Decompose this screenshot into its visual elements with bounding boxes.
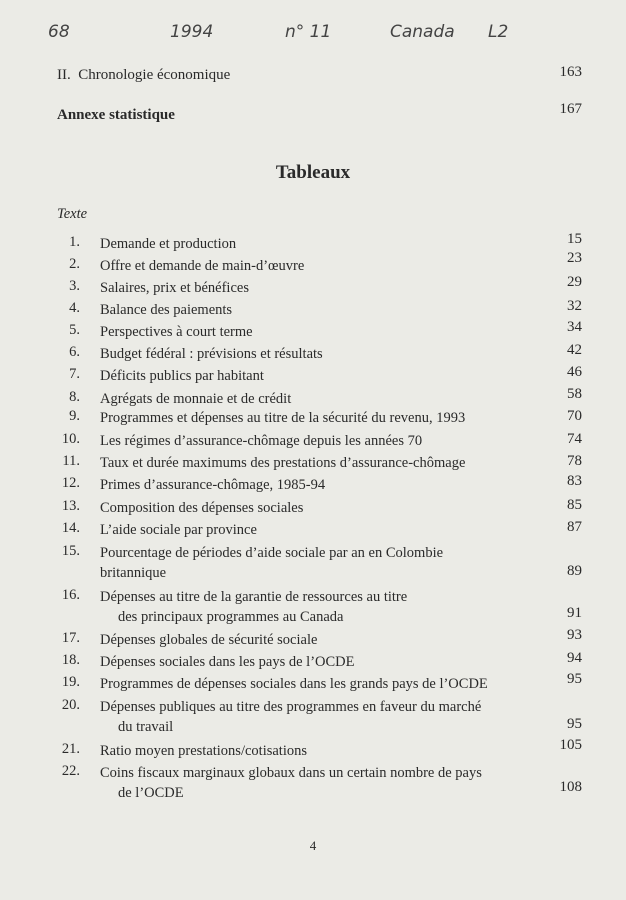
table-entry-number: 11. [62, 453, 80, 469]
table-entry-number: 13. [61, 498, 80, 514]
table-entry-line: Taux et durée maximums des prestations d’assurance-chômage [100, 455, 466, 471]
table-entry-line: Programmes de dépenses sociales dans les grands pays de l’OCDE [100, 676, 488, 692]
table-entry-line: Primes d’assurance-chômage, 1985-94 [100, 477, 326, 493]
table-entry-line: Dépenses sociales dans les pays de l’OCDE [100, 654, 355, 670]
handwritten-note-3: n° 11 [285, 22, 332, 42]
section-title: Tableaux [275, 162, 351, 183]
table-entry-page: 74 [567, 431, 582, 447]
table-entry-line: Demande et production [100, 236, 237, 252]
table-entry-page: 94 [567, 650, 582, 666]
table-entry-line: Pourcentage de périodes d’aide sociale par an en Colombie [100, 545, 444, 561]
table-entry-line: Coins fiscaux marginaux globaux dans un certain nombre de pays [100, 765, 482, 781]
table-entry-label [100, 630, 540, 650]
table-entry-label [100, 697, 540, 737]
table-entry-page: 95 [567, 671, 582, 687]
toc-entry-label: Chronologie économique [78, 67, 231, 83]
toc-entry-number: II. [57, 67, 71, 83]
table-entry-line: Agrégats de monnaie et de crédit [100, 391, 292, 407]
table-entry-number: 2. [69, 256, 80, 272]
table-entry-page: 15 [567, 231, 582, 247]
table-entry-line: L’aide sociale par province [100, 522, 257, 538]
table-entry-number: 16. [61, 587, 80, 603]
table-entry-page: 58 [567, 386, 582, 402]
table-entry-label [100, 366, 540, 386]
toc-entry-annex: Annexe statistique [57, 107, 175, 123]
table-entry-label [100, 389, 540, 409]
table-entry-line-continued: du travail [118, 719, 174, 735]
table-entry-label [100, 300, 540, 320]
table-entry-line: Les régimes d’assurance-chômage depuis les années 70 [100, 433, 423, 449]
table-entry-page: 70 [567, 408, 582, 424]
table-entry-line: Perspectives à court terme [100, 324, 253, 340]
handwritten-note-5: L2 [488, 22, 509, 42]
table-entry-line: Programmes et dépenses au titre de la sécurité du revenu, 1993 [100, 410, 466, 426]
table-entry-label [100, 278, 540, 298]
table-entry-label [100, 322, 540, 342]
table-entry-page: 95 [567, 716, 582, 732]
table-entry-number: 10. [61, 431, 80, 447]
table-entry-number: 4. [69, 300, 80, 316]
table-entry-line-continued: britannique [100, 565, 167, 581]
table-entry-line: Ratio moyen prestations/cotisations [100, 743, 308, 759]
table-entry-number: 12. [61, 475, 80, 491]
table-entry-line: Déficits publics par habitant [100, 368, 264, 384]
page-number: 4 [309, 838, 317, 853]
table-entry-number: 15. [61, 543, 80, 559]
subsection-title: Texte [57, 206, 88, 222]
table-entry-page: 108 [559, 779, 582, 795]
table-entry-page: 87 [567, 519, 582, 535]
table-entry-page: 93 [567, 627, 582, 643]
table-entry-label [100, 763, 540, 803]
table-entry-number: 7. [69, 366, 80, 382]
table-entry-page: 32 [567, 298, 582, 314]
table-entry-label [100, 587, 540, 627]
table-entry-line: Composition des dépenses sociales [100, 500, 304, 516]
table-entry-label [100, 498, 540, 518]
table-entry-line-continued: de l’OCDE [118, 785, 184, 801]
table-entry-number: 6. [69, 344, 80, 360]
table-entry-label [100, 652, 540, 672]
table-entry-page: 105 [559, 737, 582, 753]
handwritten-note-1: 68 [48, 22, 70, 42]
table-entry-line: Balance des paiements [100, 302, 233, 318]
table-entry-line: Dépenses globales de sécurité sociale [100, 632, 318, 648]
table-entry-label [100, 453, 540, 473]
table-entry-page: 78 [567, 453, 582, 469]
table-entry-page: 46 [567, 364, 582, 380]
toc-entry-page: 163 [559, 64, 582, 80]
table-entry-number: 17. [61, 630, 80, 646]
table-entry-number: 14. [61, 520, 80, 536]
table-entry-line: Dépenses au titre de la garantie de ressources au titre [100, 589, 408, 605]
table-entry-page: 42 [567, 342, 582, 358]
table-entry-label [100, 543, 540, 583]
table-entry-label [100, 234, 540, 254]
table-entry-label [100, 344, 540, 364]
table-entry-label [100, 475, 540, 495]
table-entry-page: 89 [567, 563, 582, 579]
table-entry-page: 34 [567, 319, 582, 335]
table-entry-number: 21. [61, 741, 80, 757]
table-entry-line: Budget fédéral : prévisions et résultats [100, 346, 323, 362]
table-entry-line: Dépenses publiques au titre des programmes en faveur du marché [100, 699, 482, 715]
toc-entry-annex-page: 167 [559, 101, 582, 117]
table-entry-line-continued: des principaux programmes au Canada [118, 609, 344, 625]
table-entry-number: 9. [69, 408, 80, 424]
handwritten-note-4: Canada [390, 22, 455, 42]
table-entry-label [100, 408, 540, 428]
toc-entry [57, 65, 230, 85]
table-entry-number: 3. [69, 278, 80, 294]
table-entry-number: 18. [61, 652, 80, 668]
handwritten-note-2: 1994 [170, 22, 214, 42]
table-entry-number: 1. [69, 234, 80, 250]
table-entry-number: 20. [61, 697, 80, 713]
table-entry-label [100, 520, 540, 540]
table-entry-line: Salaires, prix et bénéfices [100, 280, 249, 296]
table-entry-page: 85 [567, 497, 582, 513]
table-entry-line: Offre et demande de main-d’œuvre [100, 258, 305, 274]
table-entry-page: 23 [567, 250, 582, 266]
table-entry-number: 22. [61, 763, 80, 779]
table-entry-page: 29 [567, 274, 582, 290]
table-entry-number: 5. [69, 322, 80, 338]
table-entry-label [100, 431, 540, 451]
table-entry-label [100, 741, 540, 761]
table-entry-page: 83 [567, 473, 582, 489]
table-entry-label [100, 674, 540, 694]
table-entry-page: 91 [567, 605, 582, 621]
table-entry-number: 19. [61, 674, 80, 690]
table-entry-number: 8. [69, 389, 80, 405]
table-entry-label [100, 256, 540, 276]
